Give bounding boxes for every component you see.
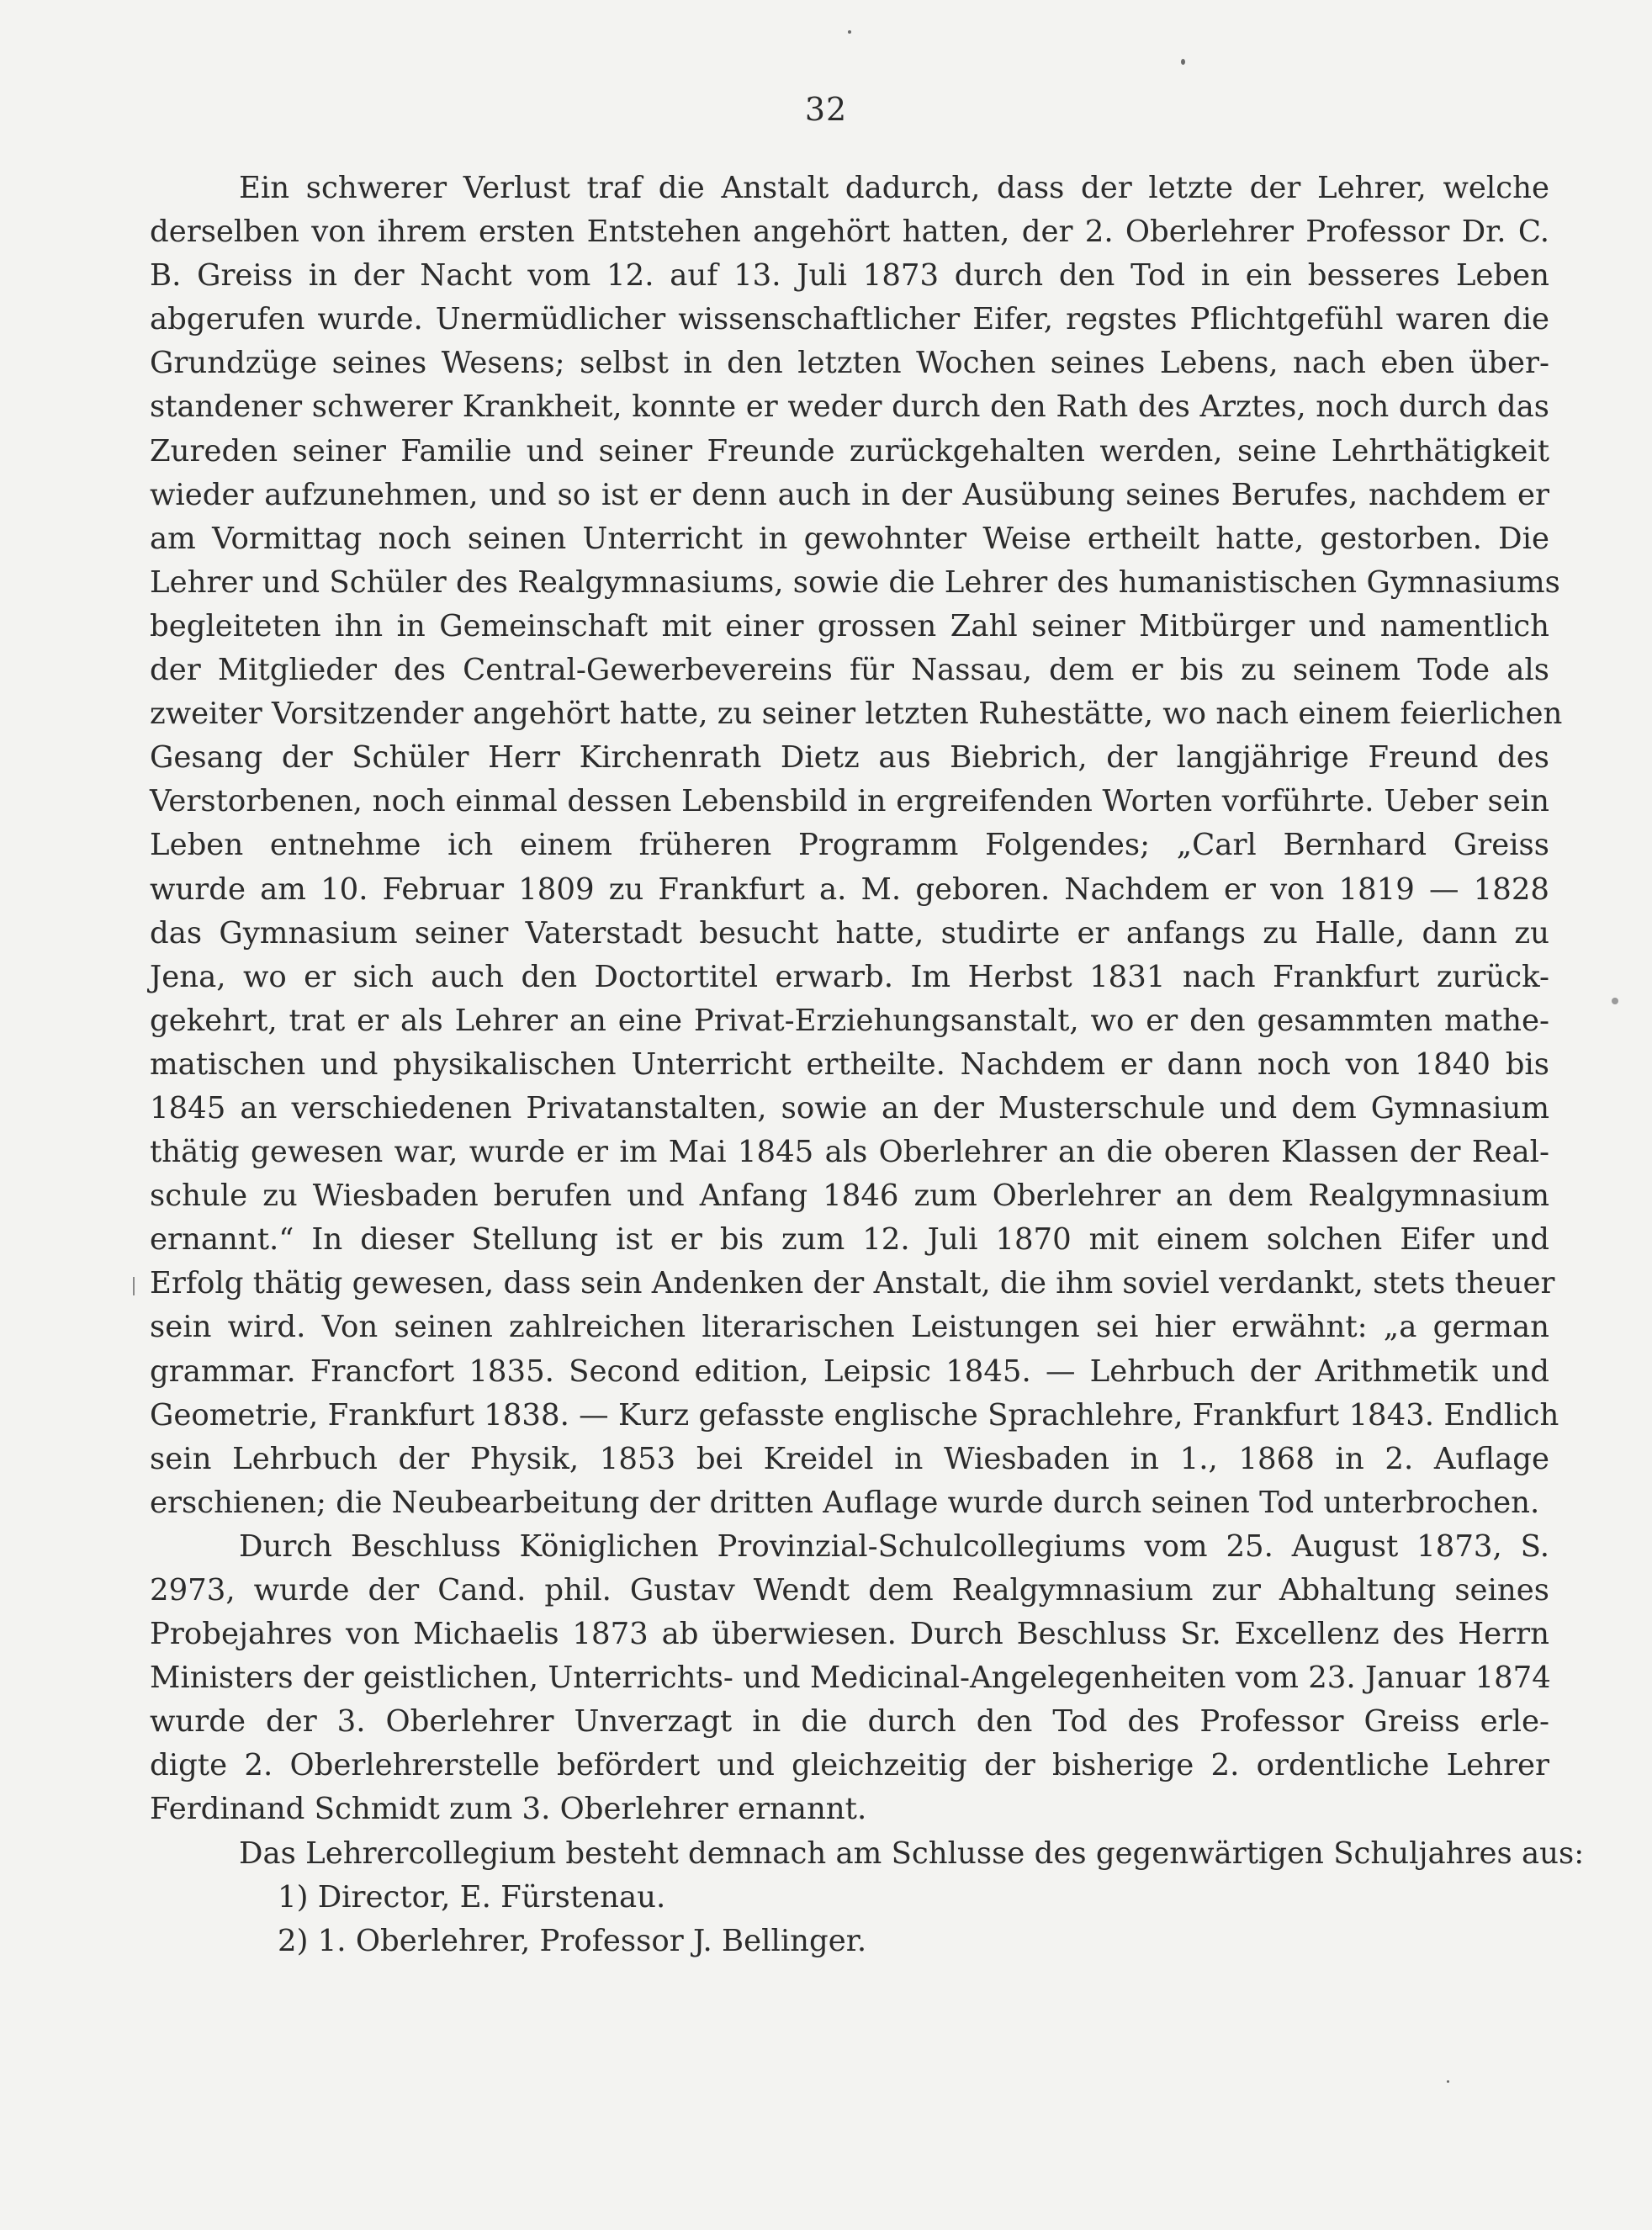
page-number: 32 xyxy=(804,91,848,128)
text-line: Ministers der geistlichen, Unterrichts- und Medicinal-Angelegenheiten vom 23. Januar 1874 xyxy=(150,1661,1551,1696)
text-line: standener schwerer Krankheit, konnte er weder durch den Rath des Arztes, noch durch das xyxy=(150,389,1549,425)
list-item: 1) Director, E. Fürstenau. xyxy=(278,1879,666,1915)
text-line: am Vormittag noch seinen Unterricht in gewohnter Weise ertheilt hatte, gestorben. Die xyxy=(150,521,1549,556)
text-line: der Mitglieder des Central-Gewerbevereins für Nassau, dem er bis zu seinem Tode als xyxy=(150,653,1549,688)
text-line: ernannt.“ In dieser Stellung ist er bis zum 12. Juli 1870 mit einem solchen Eifer und xyxy=(150,1222,1549,1258)
text-line: Grundzüge seines Wesens; selbst in den letzten Wochen seines Lebens, nach eben über- xyxy=(150,346,1549,381)
paper-speck xyxy=(1447,2080,1449,2083)
text-line: begleiteten ihn in Gemeinschaft mit einer grossen Zahl seiner Mitbürger und namentlich xyxy=(150,608,1549,644)
text-line: thätig gewesen war, wurde er im Mai 1845 als Oberlehrer an die oberen Klassen der Real- xyxy=(150,1135,1549,1170)
text-line: schule zu Wiesbaden berufen und Anfang 1846 zum Oberlehrer an dem Realgymnasium xyxy=(150,1179,1549,1214)
text-line: digte 2. Oberlehrerstelle befördert und gleichzeitig der bisherige 2. ordentliche Lehrer xyxy=(150,1748,1549,1783)
text-line: das Gymnasium seiner Vaterstadt besucht hatte, studirte er anfangs zu Halle, dann zu xyxy=(150,915,1549,951)
text-line: grammar. Francfort 1835. Second edition, Leipsic 1845. — Lehrbuch der Arithmetik und xyxy=(150,1353,1549,1389)
paper-speck xyxy=(1181,59,1185,65)
paper-speck xyxy=(133,1277,135,1295)
text-line: 1845 an verschiedenen Privatanstalten, sowie an der Musterschule und dem Gymnasium xyxy=(150,1090,1549,1126)
text-line: Leben entnehme ich einem früheren Programm Folgendes; „Carl Bernhard Greiss xyxy=(150,828,1549,863)
text-line: wurde der 3. Oberlehrer Unverzagt in die durch den Tod des Professor Greiss erle- xyxy=(150,1704,1549,1740)
text-line: wieder aufzunehmen, und so ist er denn auch in der Ausübung seines Berufes, nachdem er xyxy=(150,477,1549,512)
text-line: Durch Beschluss Königlichen Provinzial-Schulcollegiums vom 25. August 1873, S. xyxy=(239,1528,1549,1564)
text-line: sein wird. Von seinen zahlreichen literarischen Leistungen sei hier erwähnt: „a german xyxy=(150,1310,1549,1345)
text-line: Jena, wo er sich auch den Doctortitel erwarb. Im Herbst 1831 nach Frankfurt zurück- xyxy=(150,959,1549,994)
text-line: sein Lehrbuch der Physik, 1853 bei Kreidel in Wiesbaden in 1., 1868 in 2. Auflage xyxy=(150,1441,1549,1476)
text-line: derselben von ihrem ersten Entstehen angehört hatten, der 2. Oberlehrer Professor Dr. C. xyxy=(150,215,1549,250)
list-item: 2) 1. Oberlehrer, Professor J. Bellinger. xyxy=(278,1923,867,1958)
paper-speck xyxy=(1612,998,1618,1004)
text-line: Lehrer und Schüler des Realgymnasiums, sowie die Lehrer des humanistischen Gymnasiums xyxy=(150,564,1560,600)
body-text xyxy=(150,167,1585,1963)
text-line: matischen und physikalischen Unterricht ertheilte. Nachdem er dann noch von 1840 bis xyxy=(150,1046,1549,1082)
text-line: Zureden seiner Familie und seiner Freunde zurückgehalten werden, seine Lehrthätigkeit xyxy=(150,433,1549,469)
text-line: Verstorbenen, noch einmal dessen Lebensbild in ergreifenden Worten vorführte. Ueber sein xyxy=(150,784,1549,819)
text-line: zweiter Vorsitzender angehört hatte, zu seiner letzten Ruhestätte, wo nach einem feierlichen xyxy=(150,697,1563,732)
text-line: wurde am 10. Februar 1809 zu Frankfurt a. M. geboren. Nachdem er von 1819 — 1828 xyxy=(150,871,1549,907)
text-line: abgerufen wurde. Unermüdlicher wissenschaftlicher Eifer, regstes Pflichtgefühl waren die xyxy=(150,302,1549,337)
text-line: B. Greiss in der Nacht vom 12. auf 13. Juli 1873 durch den Tod in ein besseres Leben xyxy=(150,258,1549,294)
text-line: Ferdinand Schmidt zum 3. Oberlehrer ernannt. xyxy=(150,1792,867,1827)
text-line: Probejahres von Michaelis 1873 ab überwiesen. Durch Beschluss Sr. Excellenz des Herrn xyxy=(150,1617,1549,1652)
text-line: Erfolg thätig gewesen, dass sein Andenken der Anstalt, die ihm soviel verdankt, stets theuer xyxy=(150,1266,1555,1301)
text-line: Ein schwerer Verlust traf die Anstalt dadurch, dass der letzte der Lehrer, welche xyxy=(239,171,1549,205)
text-line: Geometrie, Frankfurt 1838. — Kurz gefasste englische Sprachlehre, Frankfurt 1843. Endlich xyxy=(150,1397,1559,1433)
text-line: 2973, wurde der Cand. phil. Gustav Wendt dem Realgymnasium zur Abhaltung seines xyxy=(150,1573,1549,1608)
paper-speck xyxy=(848,30,851,34)
text-line: erschienen; die Neubearbeitung der dritten Auflage wurde durch seinen Tod unterbrochen. xyxy=(150,1485,1540,1520)
text-line: Das Lehrercollegium besteht demnach am Schlusse des gegenwärtigen Schuljahres aus: xyxy=(239,1835,1585,1871)
text-line: gekehrt, trat er als Lehrer an eine Privat-Erziehungsanstalt, wo er den gesammten mathe- xyxy=(150,1003,1549,1038)
text-line: Gesang der Schüler Herr Kirchenrath Dietz aus Biebrich, der langjährige Freund des xyxy=(150,740,1549,776)
